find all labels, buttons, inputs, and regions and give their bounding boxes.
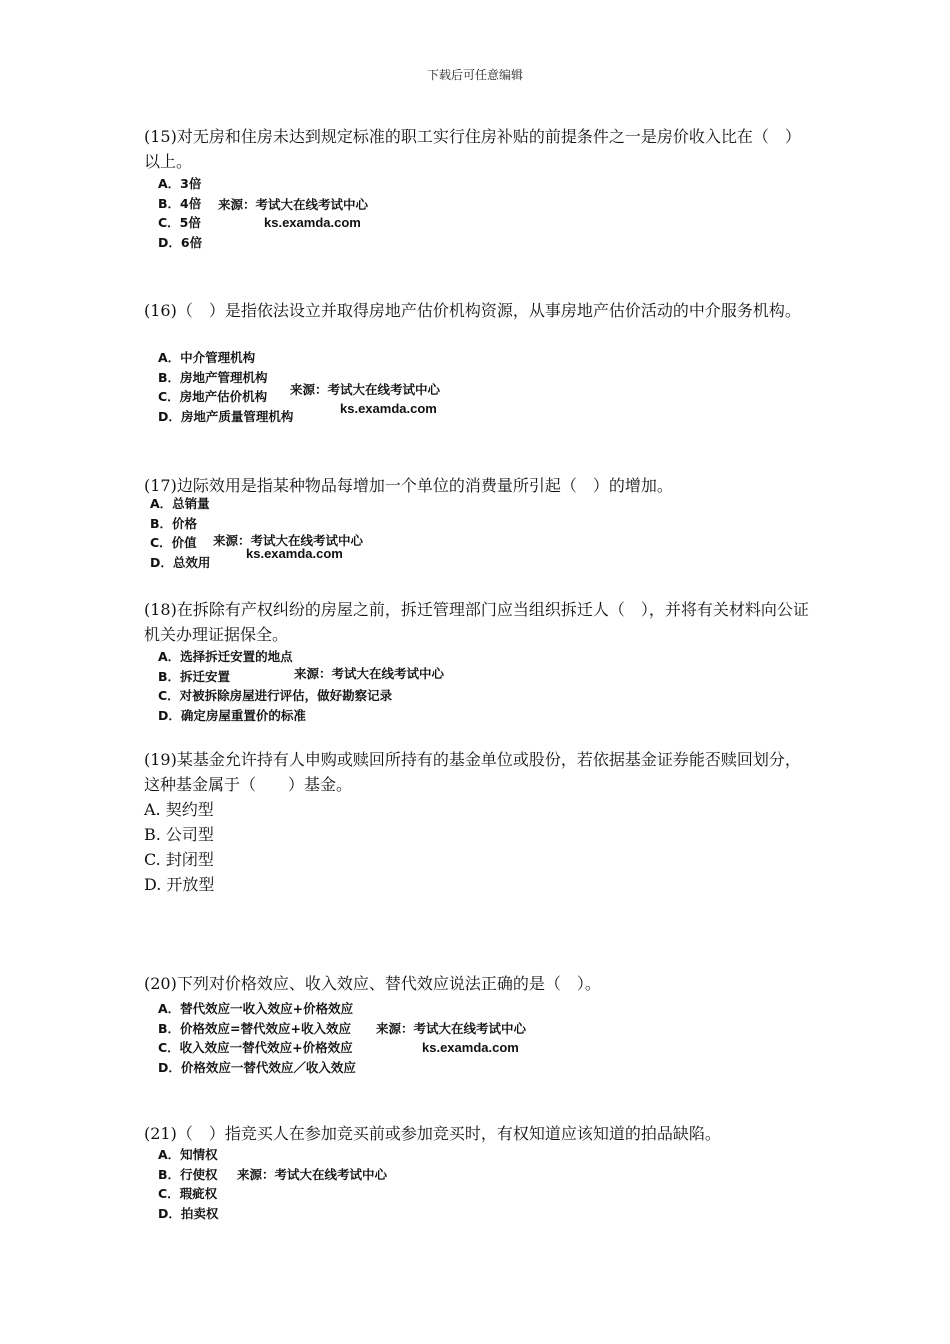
option-d: D. 开放型 <box>144 875 215 894</box>
question-19-options <box>144 797 214 897</box>
question-15-options <box>158 174 202 252</box>
option-c: C．瑕疵权 <box>158 1186 218 1201</box>
option-a: A. 契约型 <box>144 800 214 819</box>
option-d: D．总效用 <box>150 554 211 570</box>
option-a: A．知情权 <box>158 1147 218 1162</box>
question-16-stem: (16)（ ）是指依法设立并取得房地产估价机构资源，从事房地产估价活动的中介服务机构。 <box>144 301 801 320</box>
question-21-stem: (21)（ ）指竞买人在参加竞买前或参加竞买时，有权知道应该知道的拍品缺陷。 <box>144 1124 721 1143</box>
option-d: D．价格效应一替代效应／收入效应 <box>158 1059 356 1075</box>
page-header: 下载后可任意编辑 <box>426 68 523 82</box>
source-label: 来源：考试大在线考试中心 <box>213 533 364 548</box>
option-b: B．拆迁安置 <box>158 668 231 684</box>
question-21-options <box>158 1145 218 1223</box>
option-d: D．确定房屋重置价的标准 <box>158 707 306 723</box>
source-url: ks.examda.com <box>264 215 361 230</box>
source-url: ks.examda.com <box>340 401 437 416</box>
source-label: 来源：考试大在线考试中心 <box>376 1021 527 1036</box>
question-18-options <box>158 647 392 725</box>
source-label: 来源：考试大在线考试中心 <box>237 1167 388 1182</box>
option-a: A．总销量 <box>150 496 210 511</box>
option-c: C. 封闭型 <box>144 850 214 869</box>
option-d: D．拍卖权 <box>158 1205 219 1221</box>
question-20-options <box>158 999 356 1077</box>
option-c: C．价值 <box>150 535 197 550</box>
question-18-stem: (18)在拆除有产权纠纷的房屋之前，拆迁管理部门应当组织拆迁人（ ），并将有关材料向公证机关办理证据保全。 <box>144 600 809 644</box>
option-d: D．房地产质量管理机构 <box>158 408 294 424</box>
source-label: 来源：考试大在线考试中心 <box>294 666 445 681</box>
source-label: 来源：考试大在线考试中心 <box>218 197 369 212</box>
option-a: A．替代效应一收入效应+价格效应 <box>158 1001 354 1016</box>
option-b: B．4倍 <box>158 195 202 211</box>
source-url: ks.examda.com <box>246 546 343 561</box>
source-label: 来源：考试大在线考试中心 <box>290 382 441 397</box>
source-url: ks.examda.com <box>422 1040 519 1055</box>
question-16-options <box>158 348 293 426</box>
option-b: B. 公司型 <box>144 825 214 844</box>
option-c: C．收入效应一替代效应+价格效应 <box>158 1040 353 1055</box>
option-d: D．6倍 <box>158 234 203 250</box>
option-c: C．对被拆除房屋进行评估，做好勘察记录 <box>158 688 393 703</box>
option-b: B．价格效应=替代效应+收入效应 <box>158 1020 351 1036</box>
option-a: A．3倍 <box>158 176 202 191</box>
option-c: C．房地产估价机构 <box>158 389 268 404</box>
question-19-stem: (19)某基金允许持有人申购或赎回所持有的基金单位或股份，若依据基金证券能否赎回划分，这种基金属于（ ）基金。 <box>144 750 801 794</box>
question-15-stem: (15)对无房和住房未达到规定标准的职工实行住房补贴的前提条件之一是房价收入比在（ ）以上。 <box>144 127 801 171</box>
option-a: A．中介管理机构 <box>158 350 256 365</box>
option-a: A．选择拆迁安置的地点 <box>158 649 293 664</box>
question-17-options <box>150 494 210 572</box>
question-17-stem: (17)边际效用是指某种物品每增加一个单位的消费量所引起（ ）的增加。 <box>144 476 673 495</box>
option-b: B．价格 <box>150 515 198 531</box>
option-c: C．5倍 <box>158 215 201 230</box>
option-b: B．房地产管理机构 <box>158 369 268 385</box>
option-b: B．行使权 <box>158 1166 218 1182</box>
question-20-stem: (20)下列对价格效应、收入效应、替代效应说法正确的是（ ）。 <box>144 974 601 993</box>
